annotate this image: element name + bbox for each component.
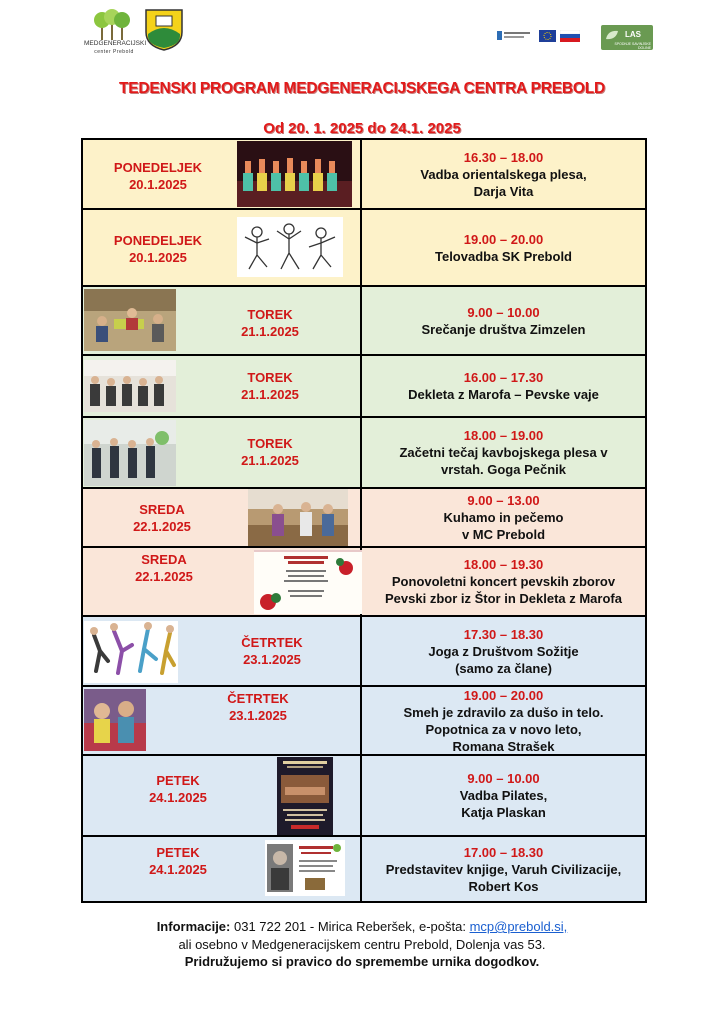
- zimzelen-meeting-photo: [84, 289, 176, 351]
- eu-flag-icon: [539, 30, 556, 42]
- yoga-illustration: [84, 621, 178, 683]
- page-title: TEDENSKI PROGRAM MEDGENERACIJSKEGA CENTRA PREBOLD: [119, 80, 605, 97]
- schedule-row: [83, 287, 645, 356]
- event-time: 18.00 – 19.00: [463, 428, 544, 443]
- event-desc: Dekleta z Marofa – Pevske vaje: [408, 387, 599, 402]
- day-label: PONEDELJEK 20.1.2025: [113, 233, 203, 265]
- event-desc: Telovadba SK Prebold: [434, 248, 572, 264]
- day-cell: [83, 687, 362, 754]
- event-cell: [362, 140, 645, 208]
- day-label: PETEK 24.1.2025: [149, 845, 207, 877]
- event-time: 18.00 – 19.30: [463, 557, 544, 572]
- event-time: 16.30 – 18.00: [463, 149, 544, 165]
- logo-text: MEDGENERACIJSKI center Prebold: [84, 40, 147, 55]
- event-cell: [362, 617, 645, 685]
- event-desc: Robert Kos: [468, 878, 539, 894]
- event-cell: [362, 287, 645, 354]
- event-desc: Vadba orientalskega plesa,: [420, 166, 587, 182]
- event-time: 9.00 – 10.00: [467, 304, 540, 320]
- day-cell: [83, 140, 362, 208]
- event-desc: Katja Plaskan: [461, 805, 546, 820]
- event-desc: vrstah. Goga Pečnik: [441, 462, 566, 477]
- schedule-row: [83, 617, 645, 687]
- day-cell: [83, 756, 362, 835]
- laughter-photo: [84, 689, 146, 751]
- event-time: 17.30 – 18.30: [463, 626, 544, 642]
- day-label: SREDA 22.1.2025: [133, 502, 191, 534]
- event-desc: Kuhamo in pečemo: [443, 510, 564, 525]
- schedule-table: [81, 138, 647, 903]
- book-presentation-poster: [265, 840, 345, 896]
- day-label: ČETRTEK 23.1.2025: [241, 635, 303, 667]
- event-desc: Joga z Društvom Sožitje: [428, 643, 579, 659]
- event-cell: [362, 418, 645, 487]
- footer-contact: Informacije: 031 722 201 - Mirica Reberšek, e-pošta: mcp@prebold.si,: [156, 919, 568, 934]
- footer: [0, 918, 724, 971]
- event-cell: [362, 210, 645, 285]
- date-range: Od 20. 1. 2025 do 24.1. 2025: [263, 120, 461, 137]
- event-time: 19.00 – 20.00: [463, 687, 544, 703]
- event-desc: Darja Vita: [473, 183, 534, 199]
- event-desc: Vadba Pilates,: [459, 788, 548, 803]
- event-cell: [362, 548, 645, 615]
- schedule-row: [83, 210, 645, 287]
- slovenia-flag-icon: [560, 30, 580, 42]
- day-cell: [83, 418, 362, 487]
- event-cell: [362, 356, 645, 416]
- day-cell: [83, 837, 362, 901]
- email-link[interactable]: mcp@prebold.si,: [469, 919, 568, 934]
- choir-rehearsal-photo: [84, 360, 176, 412]
- day-label: TOREK 21.1.2025: [241, 436, 299, 468]
- event-time: 17.00 – 18.30: [463, 844, 544, 860]
- ministry-logo-icon: [497, 30, 531, 42]
- schedule-row: [83, 356, 645, 418]
- event-desc: Ponovoletni koncert pevskih zborov: [391, 574, 616, 589]
- day-cell: [83, 548, 362, 615]
- schedule-row: [83, 140, 645, 210]
- day-label: TOREK 21.1.2025: [241, 307, 299, 339]
- day-label: PONEDELJEK 20.1.2025: [113, 160, 203, 192]
- schedule-row: [83, 489, 645, 548]
- cooking-photo: [248, 489, 348, 546]
- line-dance-photo: [84, 420, 176, 486]
- day-label: ČETRTEK 23.1.2025: [227, 691, 289, 723]
- event-time: 16.00 – 17.30: [463, 370, 544, 385]
- day-label: SREDA 22.1.2025: [135, 552, 193, 584]
- event-desc: Pevski zbor iz Štor in Dekleta z Marofa: [385, 591, 622, 606]
- day-label: PETEK 24.1.2025: [149, 773, 207, 805]
- event-desc: Predstavitev knjige, Varuh Civilizacije,: [385, 861, 622, 877]
- event-cell: [362, 756, 645, 835]
- header: [0, 0, 724, 60]
- day-label: TOREK 21.1.2025: [241, 370, 299, 402]
- day-cell: [83, 617, 362, 685]
- schedule-row: [83, 756, 645, 837]
- event-desc: Začetni tečaj kavbojskega plesa v: [399, 445, 608, 460]
- event-time: 19.00 – 20.00: [463, 231, 544, 247]
- municipality-crest-icon: [144, 8, 184, 52]
- event-desc: Smeh je zdravilo za dušo in telo.: [403, 704, 604, 720]
- event-desc: v MC Prebold: [461, 527, 546, 542]
- day-cell: [83, 210, 362, 285]
- pilates-poster: [277, 757, 333, 835]
- day-cell: [83, 287, 362, 354]
- footer-address: ali osebno v Medgeneracijskem centru Prebold, Dolenja vas 53.: [178, 936, 546, 952]
- event-desc: Popotnica za v novo leto,: [425, 721, 582, 737]
- schedule-row: [83, 548, 645, 617]
- day-cell: [83, 356, 362, 416]
- las-logo: LAS SPODNJE SAVINJSKE DOLINE: [601, 25, 653, 50]
- exercise-drawing: [237, 217, 343, 277]
- day-cell: [83, 489, 362, 546]
- event-desc: (samo za člane): [455, 660, 552, 676]
- schedule-row: [83, 418, 645, 489]
- event-time: 9.00 – 13.00: [467, 493, 540, 508]
- event-cell: [362, 837, 645, 901]
- event-cell: [362, 687, 645, 754]
- event-desc: Srečanje društva Zimzelen: [421, 321, 586, 337]
- event-time: 9.00 – 10.00: [467, 771, 540, 786]
- event-desc: Romana Strašek: [452, 738, 555, 754]
- schedule-row: [83, 687, 645, 756]
- footer-notice: Pridružujemo si pravico do spremembe urnika dogodkov.: [184, 954, 540, 969]
- event-cell: [362, 489, 645, 546]
- concert-poster: [254, 550, 362, 614]
- schedule-row: [83, 837, 645, 901]
- leaf-icon: [604, 29, 620, 41]
- belly-dance-photo: [237, 141, 352, 207]
- tree-logo-icon: [92, 8, 132, 42]
